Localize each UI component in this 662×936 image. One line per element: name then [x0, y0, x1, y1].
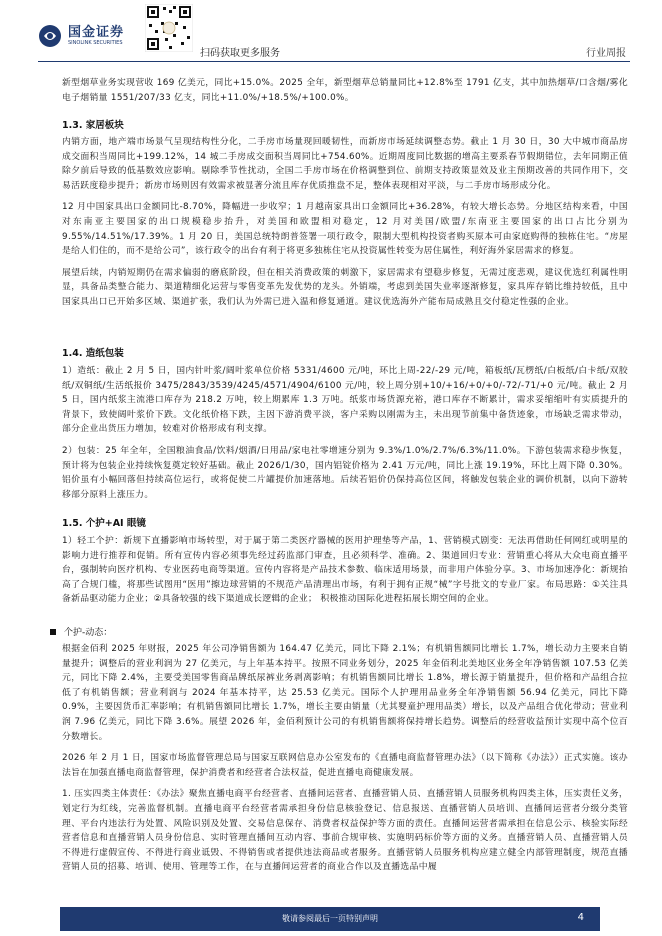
section-paper-packaging — [62, 364, 628, 502]
section-home-furnishing — [62, 135, 628, 310]
square-bullet-icon — [50, 629, 56, 635]
footer-disclaimer[interactable]: 敬请参阅最后一页特别声明 — [282, 914, 378, 923]
home-furnishing-paragraph-2: 12 月中国家具出口金额同比-8.70%，降幅进一步收窄；1 月越南家具出口金额同比+36.28%，有较大增长态势。分地区结构来看，中国对东南亚主要国家的出口规模稳步抬升，对美国和欧盟相对稳定，12 月对美国/欧盟/东南亚主要国家的出口占比分别为 9.55%/14.51%/17.39%。1 月 20 日，美国总统特朗普签署一项行政令，限制大型机构投资者购买原本可由家庭购得的独栋住宅。“房屋是给人们住的，而不是给公司”，该行政令的出台有利于将更多独栋住宅从投资属性转变为居住属性，利好海外家居需求的修复。 — [62, 202, 628, 257]
section-personal-care — [62, 534, 628, 607]
page-number: 4 — [577, 912, 584, 923]
page-header — [0, 0, 662, 62]
brand-logo — [38, 24, 124, 48]
scan-hint: 扫码获取更多服务 — [200, 48, 280, 59]
brand-name-cn: 国金证券 — [68, 24, 125, 40]
personal-care-dynamics — [62, 642, 628, 875]
paper-paragraph: 1）造纸：截止 2 月 5 日，国内针叶浆/阔叶浆单位价格 5331/4600 元/吨，环比上周-22/-29 元/吨，箱板纸/瓦楞纸/白板纸/白卡纸/双胶纸/双铜纸/生活纸报价 3475/2843/3539/4245/4571/4904/6100 元/吨，较上周分别+10/+16/+0/+0/-72/-71/+0 元/吨。截止 2 月 5 日，国内纸浆主流港口库存为 218.2 万吨，较上期累库 1.3 万吨。纸浆市场货源充裕，港口库存不断累计，需求妥缩缩叶有实质提升的背景下，致使阔叶浆价下跌。文化纸价格下跌，主因下游消费平淡，客户采购以刚需为主，未出现节前集中备货迹象，市场缺乏需求带动，部分企业出货压力增加，较难对价格形成有利支撑。 — [62, 366, 628, 435]
intro-block — [62, 76, 628, 105]
packaging-paragraph: 2）包装：25 年全年，全国粮油食品/饮料/烟酒/日用品/家电社零增速分别为 9.3%/1.0%/2.7%/6.3%/11.0%。下游包装需求稳步恢复，预计将为包装企业持续恢复奠定较好基础。截止 2026/1/30，国内铝锭价格为 2.41 万元/吨，同比上涨 19.19%，环比上周下降 0.30%。铝价虽有小幅回落但持续高位运行，或将促使二片罐提价加速落地。后续若铝价仍保持高位区间，将触发包装企业的调价机制，以向下游转移部分原料上涨压力。 — [62, 445, 628, 500]
section-title-home-furnishing: 1.3. 家居板块 — [62, 120, 124, 131]
brand-emblem-icon — [38, 24, 62, 48]
report-type-label: 行业周报 — [586, 48, 626, 59]
intro-paragraph: 新型烟草业务实现营收 169 亿美元，同比+15.0%。2025 全年，新型烟草总销量同比+12.8%至 1791 亿支，其中加热烟草/口含烟/雾化电子烟销量 1551/207/33 亿支，同比+11.0%/+18.5%/+100.0%。 — [62, 78, 628, 103]
livestream-regulation-paragraph: 2026 年 2 月 1 日，国家市场监督管理总局与国家互联网信息办公室发布的《直播电商监督管理办法》（以下简称《办法》）正式实施。该办法旨在加强直播电商监督管理，保护消费者和经营者合法权益，促进直播电商健康发展。 — [62, 753, 628, 778]
kimberly-clark-paragraph: 根据金佰利 2025 年财报，2025 年公司净销售额为 164.47 亿美元，同比下降 2.1%；有机销售额同比增长 1.7%，增长动力主要来自销量提升；调整后的营业利润为 27 亿美元，与上年基本持平。按照不同业务划分，2025 年金佰利北美地区业务全年净销售额 107.53 亿美元，同比下降 2.4%，主要受美国零售商品牌纸尿裤业务剥离影响；有机销售额同比增长 1.8%，增长源于销量提升，但价格和产品组合拉低了有机销售额；营业利润与 2024 年基本持平，达 25.53 亿美元。国际个人护理用品业务全年净销售额 56.94 亿美元，同比下降 0.9%，主要因货币汇率影响；有机销售额同比增长 1.7%，增长主要由销量（尤其婴童护理用品类）增长，以及产品组合优化带动；营业利润 7.96 亿美元，同比下降 3.6%。展望 2026 年，金佰利预计公司的有机销售额将保持增长趋势。调整后的经营收益预计实现中高个位百分数增长。 — [62, 644, 628, 742]
section-title-personal-care: 1.5. 个护+AI 眼镜 — [62, 518, 146, 529]
brand-name-en: SINOLINK SECURITIES — [68, 39, 123, 46]
header-divider — [38, 61, 630, 62]
footer-bar — [60, 907, 600, 931]
dynamics-heading — [50, 625, 112, 638]
section-title-paper-packaging: 1.4. 造纸包装 — [62, 348, 124, 359]
regulation-detail-paragraph: 1. 压实四类主体责任：《办法》聚焦直播电商平台经营者、直播间运营者、直播营销人员、直播营销人员服务机构四类主体，压实责任义务，划定行为红线，完善监督机制。直播电商平台经营者需承担身份信息核验登记、信息报送、直播营销人员培训、直播间运营者分级分类管理、平台内违法行为处置、风险识别及处置、交易信息保存、消费者权益保护等方面的责任。直播间运营者需承担在信息公示、核验实际经营者信息和直播营销人员身份信息、实时管理直播间互动内容、事前合规审核、实施明码标价等方面的义务。直播营销人员、直播营销人员不得进行虚假宣传、不得进行商业诋毁、不得销售或者提供违法商品或者服务。直播营销人员服务机构应建立健全内部管理制度，规范直播营销人员的招募、培训、使用、管理等工作，在与直播间运营者的商业合作以及直播选品中履 — [62, 789, 628, 873]
personal-care-paragraph-1: 1）轻工个护：新规下直播影响市场转型，对于属于第二类医疗器械的医用护理垫等产品，1、营销模式剧变：无法再借助任何网红或明星的影响力进行推荐和促销。所有宣传内容必须事先经过药监部门审查，且必须科学、准确。2、渠道回归专业：营销重心将从大众电商直播平台，强制转向医疗机构、专业医药电商等渠道。宣传内容将是产品技术参数、临床适用场景，而非用户体验分享。3、市场加速净化：新规抬高了合规门槛，将那些试图用“医用”擦边球营销的不规范产品清理出市场，有利于拥有正规“械”字号批文的专业厂家。布局思路：①关注具备新品驱动能力企业；②具备较强的线下渠道成长逻辑的企业； 积极推动国际化进程拓展长期空间的企业。 — [62, 536, 628, 605]
qr-code-icon[interactable] — [145, 4, 193, 52]
dynamics-label: 个护-动态： — [64, 628, 113, 638]
home-furnishing-paragraph-3: 展望后续，内销短期仍在需求偏弱的磨底阶段，但在相关消费政策的刺激下，家居需求有望稳步修复，无需过度悲观，建议优选红利属性明显，具备品类整合能力、渠道精细化运营与零售变革先发优势的龙头。外销端，考虑到美国失业率逐渐修复，家具库存销比维持较低，且中国家具出口已开始多区域、渠道扩张，我们认为外需已进入温和修复通道。建议优选海外产能布局成熟且交付稳定性强的企业。 — [62, 267, 628, 307]
home-furnishing-paragraph-1: 内销方面，地产端市场景气呈现结构性分化，二手房市场量现回暖韧性，而新房市场延续调整态势。截止 1 月 30 日，30 大中城市商品房成交面积当周同比+199.12%，14 城二手房成交面积当周同比+754.60%。近期周度同比数据的增高主要系春节假期错位，去年同期正值除夕前后导致的低基数效应影响。剔除季节性扰动，全国二手房市场在价格调整到位、前期支持政策显效及业主预期改善的共同作用下，交易活跃度稳步提升；新房市场则因有效需求被显著分流且库存优质推盘不足，整体表现相对平淡，与二手房市场形成分化。 — [62, 137, 628, 191]
